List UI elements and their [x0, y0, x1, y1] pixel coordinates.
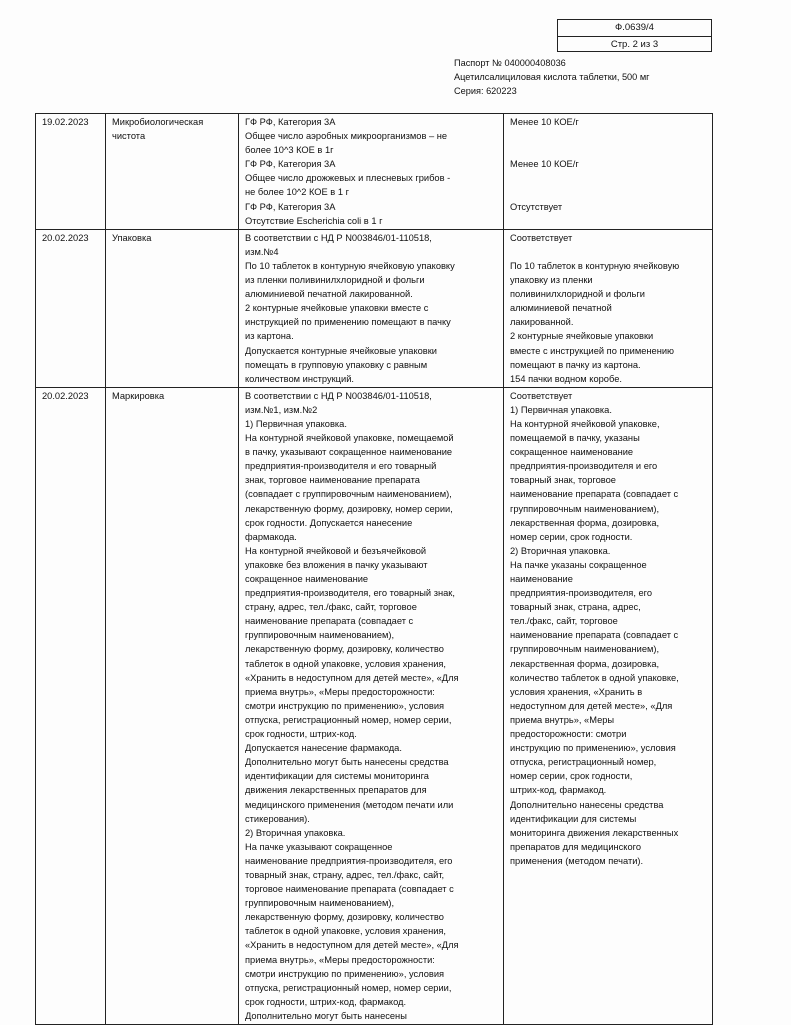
text-line: На контурной ячейковой упаковке, помещаемой [245, 433, 454, 444]
text-line: Допускается контурные ячейковые упаковки [245, 345, 437, 356]
text-line: предприятия-производителя и его [510, 461, 658, 472]
text-line: из картона. [245, 331, 294, 342]
text-line: На пачке указывают сокращенное [245, 841, 393, 852]
text-line: сокращенное наименование [510, 447, 634, 458]
text-line [510, 143, 708, 157]
result-cell [504, 387, 713, 1024]
text-line [510, 171, 708, 185]
requirement-cell [239, 387, 504, 1024]
table-row [36, 114, 713, 230]
text-line: наименование [510, 574, 573, 584]
text-line: поливинилхлоридной и фольги [510, 289, 645, 300]
text-line: отпуска, регистрационный номер, номер серии, [245, 982, 452, 993]
text-line: 2) Вторичная упаковка. [510, 545, 611, 556]
text-line [510, 185, 708, 199]
text-line: стикерования). [245, 813, 310, 824]
text-line: идентификации для системы [510, 813, 637, 824]
text-line: отпуска, регистрационный номер, [510, 757, 657, 768]
text-line: наименование предприятия-производителя, его [245, 855, 453, 866]
text-line: номер серии, срок годности, [510, 771, 633, 782]
text-line: лекарственная форма, дозировка, [510, 658, 660, 669]
form-code-box [557, 19, 712, 52]
text-line: применения (методом печати). [510, 855, 644, 866]
text-line: 1) Первичная упаковка. [510, 404, 612, 415]
text-line: товарный знак, торговое [510, 475, 616, 486]
text-line: в пачку, указывают сокращенное наименование [245, 447, 453, 458]
text-line: товарный знак, страна, адрес, [510, 602, 641, 613]
text-line: 20.02.2023 [42, 390, 89, 401]
text-line: страну, адрес, тел./факс, сайт, торговое [245, 602, 417, 613]
text-line: ГФ РФ, Категория 3А [245, 159, 336, 170]
table-row [36, 387, 713, 1024]
text-line: срок годности, штрих-код, фармакод. [245, 996, 407, 1007]
result-cell [504, 229, 713, 387]
text-line: приема внутрь», «Меры [510, 714, 615, 725]
text-line: По 10 таблеток в контурную ячейковую упаковку [245, 260, 455, 271]
text-line: количество таблеток в одной упаковке, [510, 672, 679, 683]
series-number: Серия: 620223 [454, 86, 517, 96]
product-name: Ацетилсалициловая кислота таблетки, 500 мг [454, 72, 650, 82]
text-line: 19.02.2023 [42, 117, 89, 127]
text-line: инструкцию по применению», условия [510, 743, 676, 754]
text-line: алюминиевой печатной [510, 303, 612, 314]
text-line: (совпадает с группировочным наименованием), [245, 489, 452, 500]
text-line: наименование препарата (совпадает с [510, 630, 679, 641]
text-line: Соответствует [510, 390, 573, 401]
text-line: Общее число аэробных микроорганизмов – не [245, 131, 448, 142]
text-line: Микробиологическая [112, 117, 204, 127]
text-line: На контурной ячейковой и безъячейковой [245, 545, 427, 556]
text-line: условия хранения, «Хранить в [510, 686, 643, 697]
text-line: упаковке без вложения в пачку указывают [245, 559, 428, 570]
text-line: Отсутствие Escherichia coli в 1 г [245, 215, 383, 226]
date-cell [36, 114, 106, 230]
text-line: Менее 10 КОЕ/г [510, 117, 579, 127]
text-line: группировочным наименованием), [510, 644, 660, 655]
text-line: 2) Вторичная упаковка. [245, 827, 346, 838]
text-line: из пленки поливинилхлоридной и фольги [245, 275, 425, 286]
date-cell [36, 387, 106, 1024]
text-line: Дополнительно могут быть нанесены средства [245, 757, 449, 768]
text-line: более 10^3 КОЕ в 1г [245, 145, 334, 156]
text-line: 2 контурные ячейковые упаковки [510, 331, 654, 342]
text-line: чистота [112, 131, 146, 142]
text-line: На контурной ячейковой упаковке, [510, 418, 660, 429]
text-line: предосторожности: смотри [510, 729, 627, 740]
text-line: По 10 таблеток в контурную ячейковую [510, 260, 680, 271]
text-line: Соответствует [510, 232, 573, 243]
indicator-cell [106, 114, 239, 230]
text-line: наименование препарата (совпадает с [510, 489, 679, 500]
text-line [510, 245, 708, 259]
text-line: таблеток в одной упаковке, условия хранения, [245, 926, 447, 937]
text-line: Упаковка [112, 232, 152, 243]
text-line: отпуска, регистрационный номер, номер серии, [245, 714, 452, 725]
text-line: тел./факс, сайт, торговое [510, 616, 618, 627]
text-line: срок годности, штрих-код. [245, 729, 357, 740]
text-line: предприятия-производителя, его [510, 588, 653, 599]
text-line: изм.№4 [245, 246, 279, 257]
text-line: 154 пачки водном коробе. [510, 373, 622, 384]
text-line: изм.№1, изм.№2 [245, 404, 318, 415]
text-line: В соответствии с НД Р N003846/01-110518, [245, 232, 432, 243]
text-line [510, 129, 708, 143]
text-line: мониторинга движения лекарственных [510, 827, 679, 838]
text-line: ГФ РФ, Категория 3А [245, 117, 336, 127]
text-line: Маркировка [112, 390, 165, 401]
text-line: смотри инструкцию по применению», условия [245, 700, 445, 711]
text-line: идентификации для системы мониторинга [245, 771, 429, 782]
form-code: Ф.0639/4 [558, 20, 711, 37]
page-number: Стр. 2 из 3 [610, 39, 659, 50]
text-line: Допускается нанесение фармакода. [245, 743, 402, 754]
text-line: лекарственную форму, дозировку, номер серии, [245, 503, 453, 514]
text-line: предприятия-производителя, его товарный знак, [245, 588, 455, 599]
indicator-cell [106, 229, 239, 387]
text-line: В соответствии с НД Р N003846/01-110518, [245, 390, 432, 401]
text-line: Дополнительно могут быть нанесены [245, 1010, 407, 1021]
text-line: лекарственную форму, дозировку, количество [245, 644, 444, 655]
text-line: помещать в групповую упаковку с равным [245, 359, 428, 370]
requirement-cell [239, 114, 504, 230]
text-line: лекарственную форму, дозировку, количество [245, 912, 444, 923]
text-line: «Хранить в недоступном для детей месте», «Для [245, 940, 459, 951]
text-line: помещают в пачку из картона. [510, 359, 641, 370]
text-line: «Хранить в недоступном для детей месте», «Для [245, 672, 459, 683]
passport-header [454, 56, 714, 98]
text-line: торговое наименование препарата (совпадает с [245, 884, 454, 895]
text-line: медицинского применения (методом печати или [245, 799, 454, 810]
text-line: предприятия-производителя и его товарный [245, 461, 437, 472]
text-line: группировочным наименованием), [245, 898, 395, 909]
text-line: Менее 10 КОЕ/г [510, 159, 579, 170]
text-line: упаковку из пленки [510, 275, 593, 286]
text-line: На пачке указаны сокращенное [510, 559, 647, 570]
text-line: Общее число дрожжевых и плесневых грибов - [245, 173, 451, 184]
text-line: ГФ РФ, Категория 3А [245, 201, 336, 212]
text-line: товарный знак, страну, адрес, тел./факс, сайт, [245, 869, 445, 880]
text-line: вместе с инструкцией по применению [510, 345, 675, 356]
passport-number: Паспорт № 040000408036 [454, 58, 566, 68]
test-results-table [35, 113, 713, 1025]
text-line: помещаемой в пачку, указаны [510, 433, 640, 444]
text-line: алюминиевой печатной лакированной. [245, 289, 413, 300]
requirement-cell [239, 229, 504, 387]
text-line: инструкцией по применению помещают в пачку [245, 317, 451, 328]
text-line: группировочным наименованием), [245, 630, 395, 641]
text-line: штрих-код, фармакод. [510, 785, 607, 796]
text-line: 20.02.2023 [42, 232, 89, 243]
text-line: таблеток в одной упаковке, условия хранения, [245, 658, 447, 669]
text-line: лекарственная форма, дозировка, [510, 517, 660, 528]
text-line: смотри инструкцию по применению», условия [245, 968, 445, 979]
text-line: не более 10^2 КОЕ в 1 г [245, 187, 349, 198]
text-line: 2 контурные ячейковые упаковки вместе с [245, 303, 429, 314]
text-line: Дополнительно нанесены средства [510, 799, 664, 810]
text-line: сокращенное наименование [245, 574, 369, 584]
text-line: приема внутрь», «Меры предосторожности: [245, 954, 435, 965]
text-line: недоступном для детей месте», «Для [510, 700, 673, 711]
text-line: приема внутрь», «Меры предосторожности: [245, 686, 435, 697]
text-line: лакированной. [510, 317, 574, 328]
text-line: наименование препарата (совпадает с [245, 616, 414, 627]
text-line: препаратов для медицинского [510, 841, 642, 852]
text-line: Отсутствует [510, 201, 563, 212]
indicator-cell [106, 387, 239, 1024]
text-line: срок годности. Допускается нанесение [245, 517, 413, 528]
text-line: номер серии, срок годности. [510, 531, 633, 542]
text-line: количеством инструкций. [245, 373, 354, 384]
date-cell [36, 229, 106, 387]
text-line: движения лекарственных препаратов для [245, 785, 427, 796]
text-line: 1) Первичная упаковка. [245, 418, 347, 429]
result-cell [504, 114, 713, 230]
text-line: группировочным наименованием), [510, 503, 660, 514]
text-line: фармакода. [245, 531, 297, 542]
text-line: знак, торговое наименование препарата [245, 475, 420, 486]
table-row [36, 229, 713, 387]
